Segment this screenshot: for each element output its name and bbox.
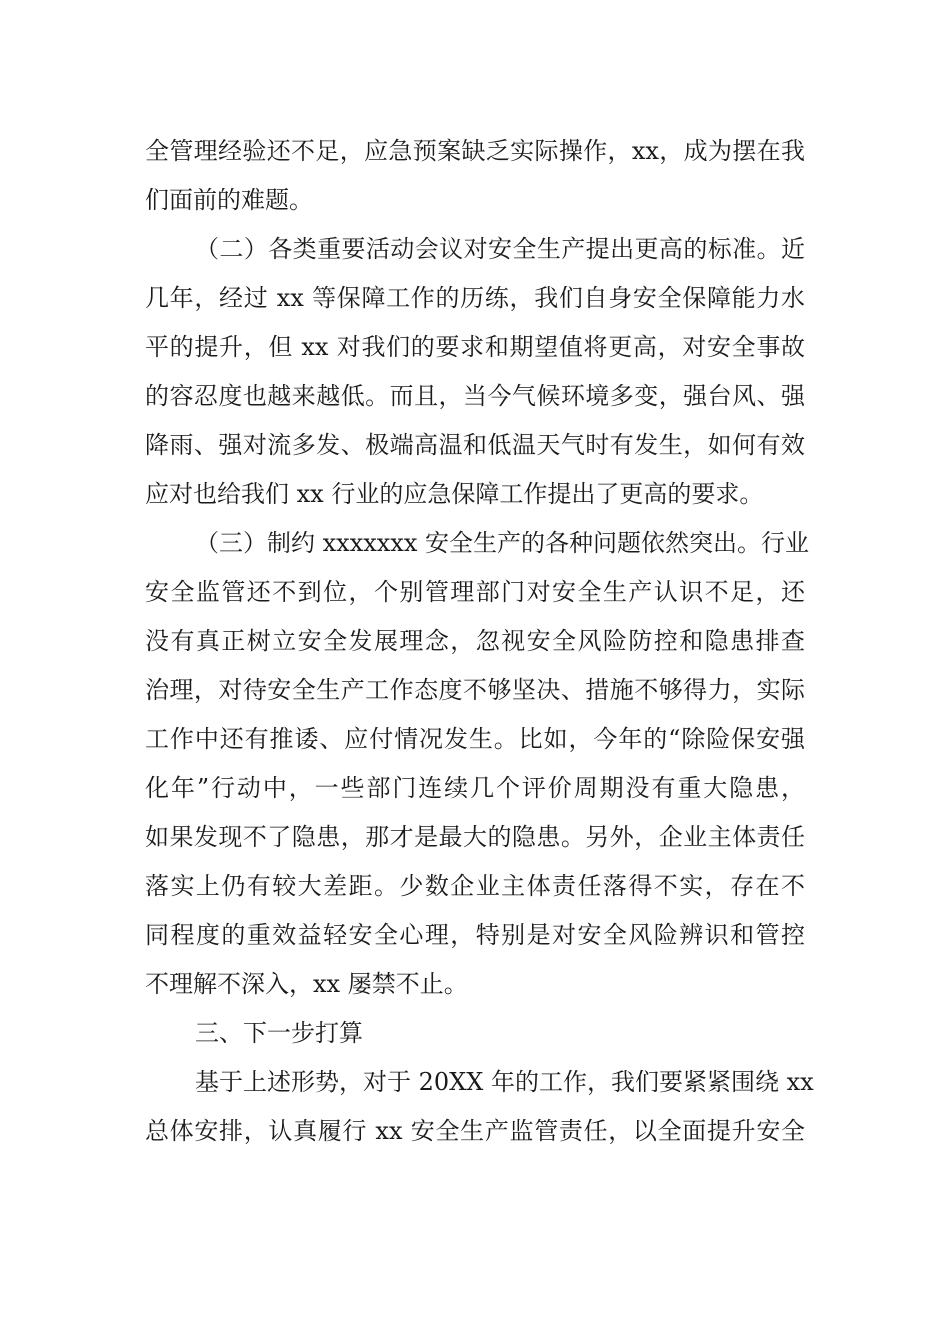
text-line: 没有真正树立安全发展理念，忽视安全风险防控和隐患排查 — [145, 627, 805, 655]
text-line: 全管理经验还不足，应急预案缺乏实际操作，xx，成为摆在我 — [145, 137, 805, 165]
text-line: 不理解不深入，xx 屡禁不止。 — [145, 970, 468, 998]
paragraph-heading-line: （三）制约 xxxxxxx 安全生产的各种问题依然突出。行业 — [195, 529, 810, 557]
text-line: 应对也给我们 xx 行业的应急保障工作提出了更高的要求。 — [145, 480, 764, 508]
text-line: 基于上述形势，对于 20XX 年的工作，我们要紧紧围绕 xx — [195, 1068, 814, 1096]
text-line: 安全监管还不到位，个别管理部门对安全生产认识不足，还 — [145, 578, 805, 606]
text-line: 的容忍度也越来越低。而且，当今气候环境多变，强台风、强 — [145, 382, 805, 410]
text-line: 们面前的难题。 — [145, 186, 313, 214]
text-line: 同程度的重效益轻安全心理，特别是对安全风险辨识和管控 — [145, 921, 805, 949]
text-line: 化年”行动中，一些部门连续几个评价周期没有重大隐患， — [145, 774, 805, 802]
text-line: 治理，对待安全生产工作态度不够坚决、措施不够得力，实际 — [145, 676, 805, 704]
paragraph-heading-line: （二）各类重要活动会议对安全生产提出更高的标准。近 — [195, 235, 805, 263]
section-heading: 三、下一步打算 — [195, 1019, 363, 1047]
text-line: 落实上仍有较大差距。少数企业主体责任落得不实，存在不 — [145, 872, 805, 900]
text-line: 几年，经过 xx 等保障工作的历练，我们自身安全保障能力水 — [145, 284, 805, 312]
text-line: 工作中还有推诿、应付情况发生。比如，今年的“除险保安强 — [145, 725, 805, 753]
text-line: 总体安排，认真履行 xx 安全生产监管责任，以全面提升安全 — [145, 1117, 805, 1145]
text-line: 降雨、强对流多发、极端高温和低温天气时有发生，如何有效 — [145, 431, 805, 459]
text-line: 如果发现不了隐患，那才是最大的隐患。另外，企业主体责任 — [145, 823, 805, 851]
text-line: 平的提升，但 xx 对我们的要求和期望值将更高，对安全事故 — [145, 333, 805, 361]
